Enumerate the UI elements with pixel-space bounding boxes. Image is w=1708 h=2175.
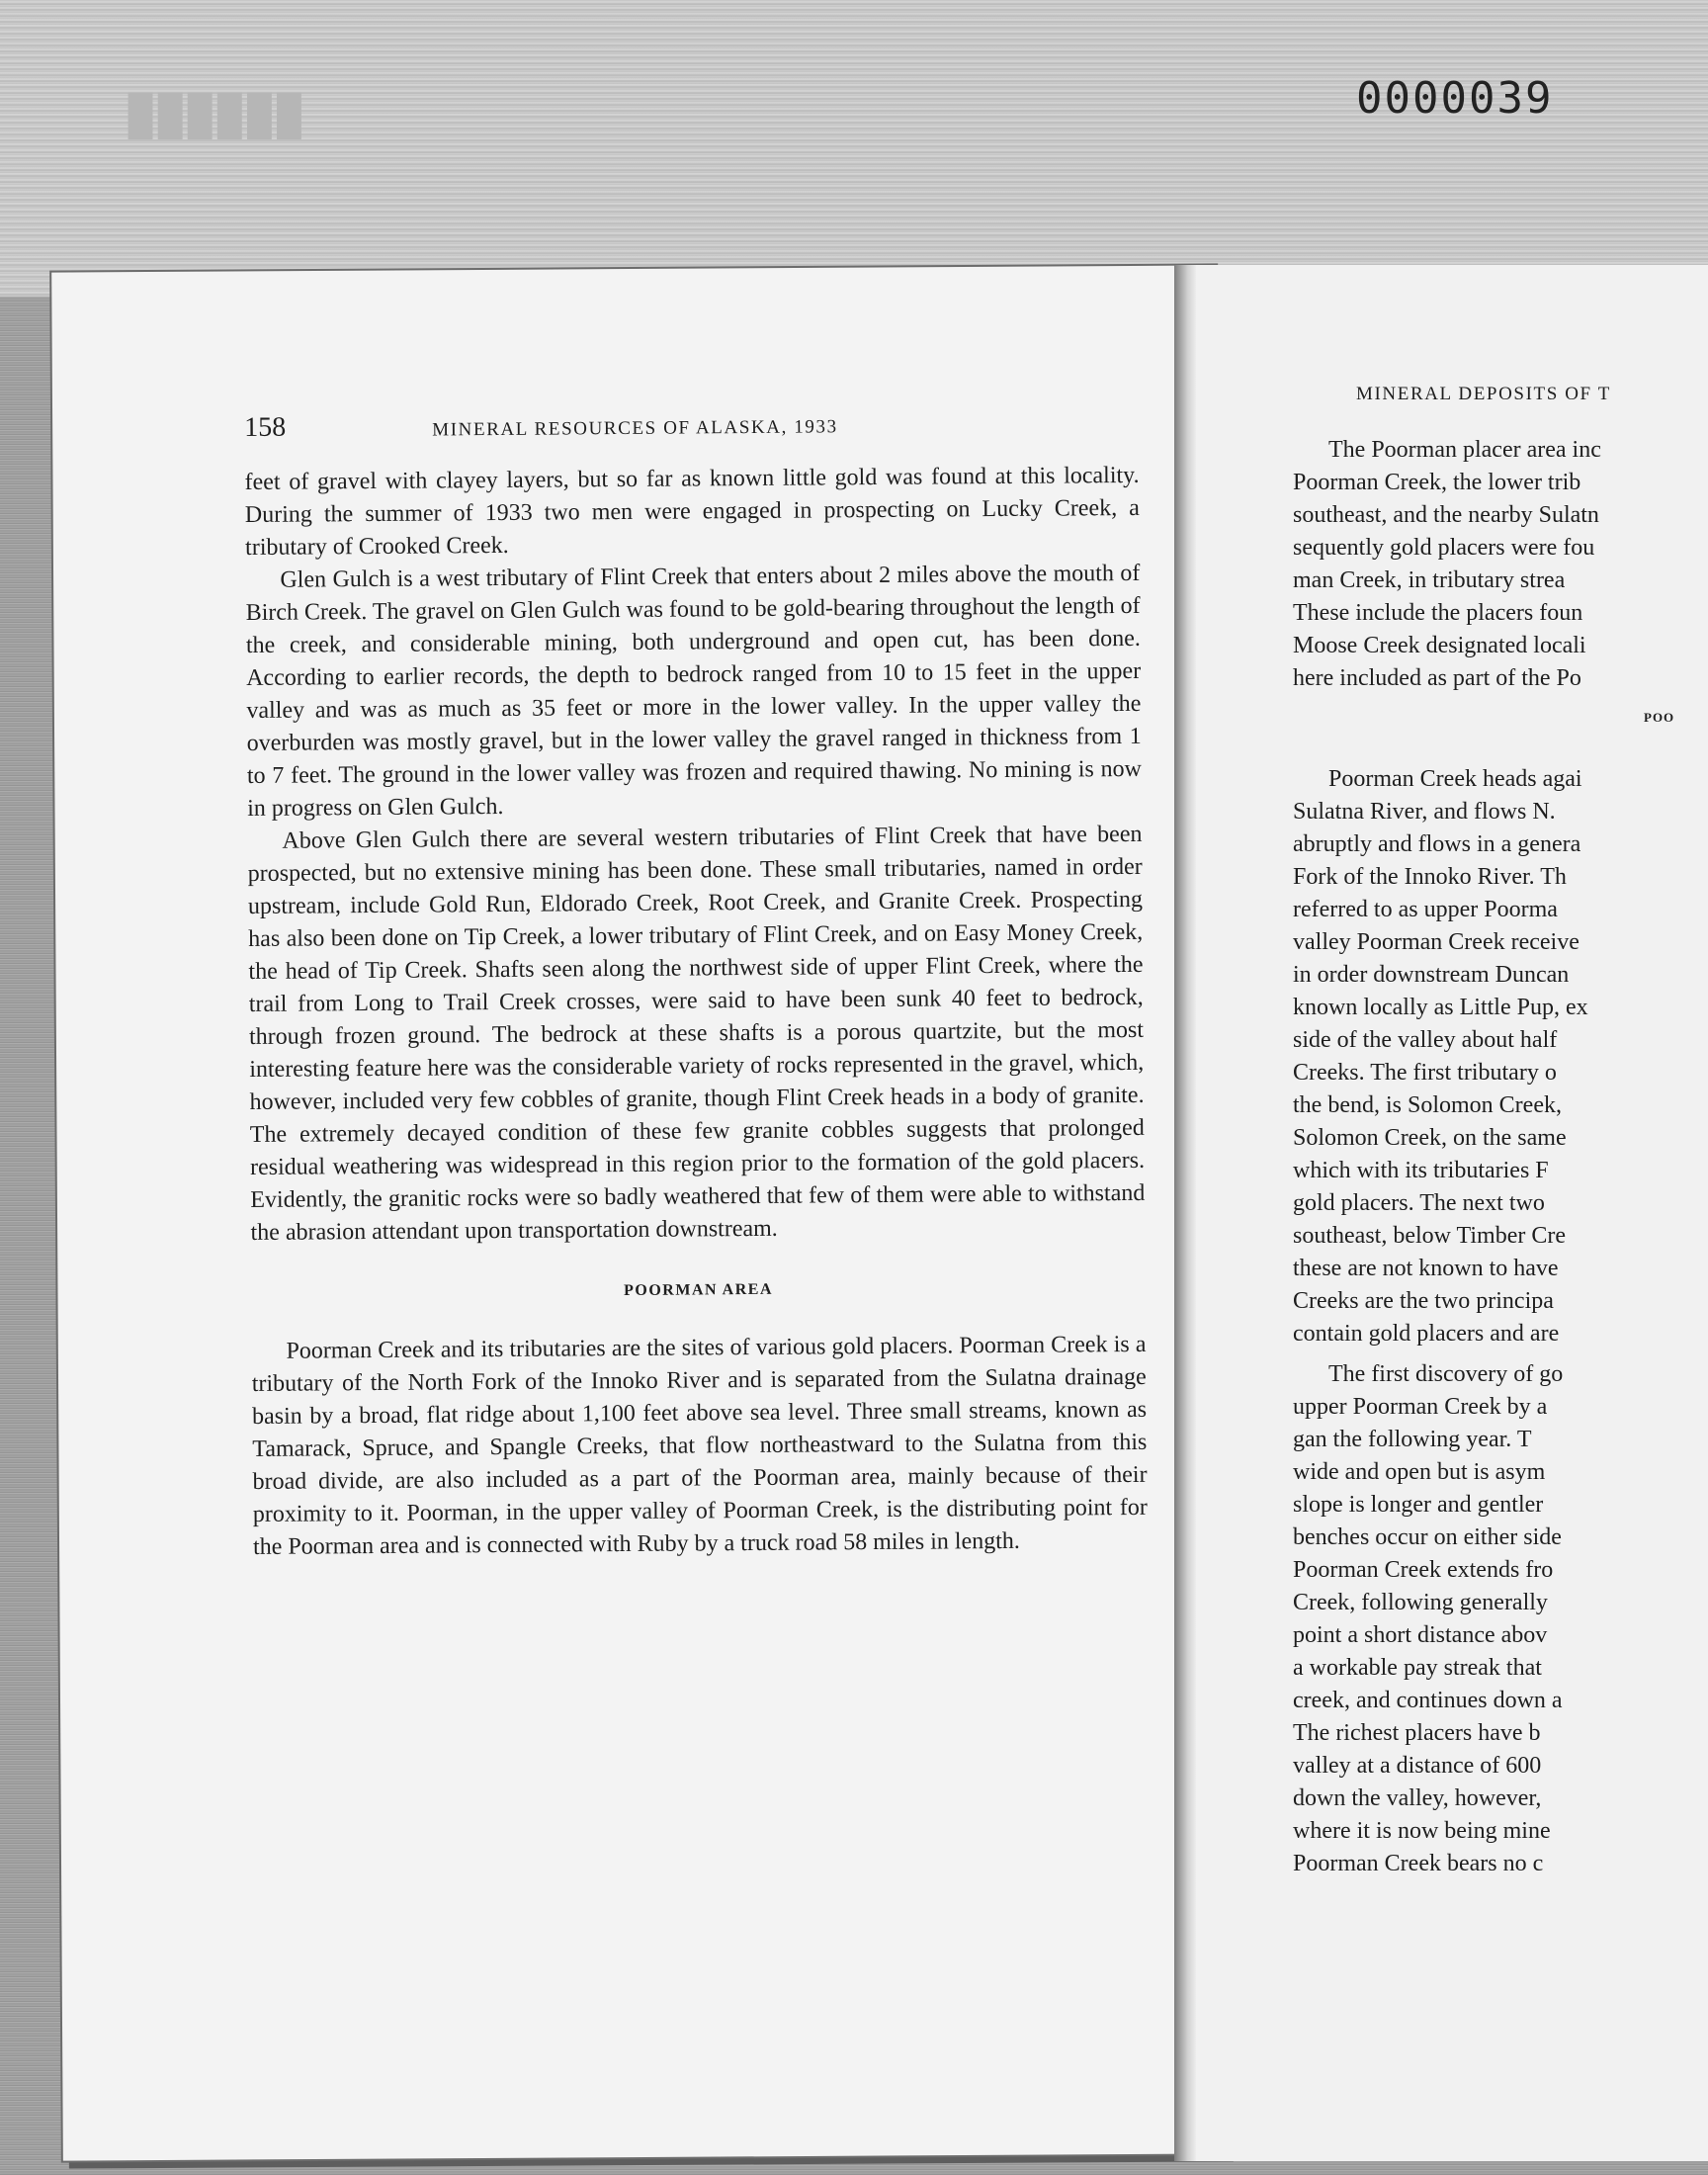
right-text-line: sequently gold placers were fou — [1293, 535, 1595, 561]
right-text-line: man Creek, in tributary strea — [1293, 567, 1566, 593]
right-text-line: gold placers. The next two — [1293, 1190, 1545, 1216]
right-text-line: The Poorman placer area inc — [1328, 437, 1601, 463]
right-block-1 — [1293, 434, 1708, 695]
right-text-line: Poorman Creek bears no c — [1293, 1851, 1544, 1876]
section-heading: POORMAN AREA — [624, 1280, 774, 1300]
right-text-line: a workable pay streak that — [1293, 1655, 1542, 1681]
document-number: 0000039 — [1356, 73, 1554, 124]
right-text-line: which with its tributaries F — [1293, 1158, 1549, 1183]
right-subheading: POO — [1644, 710, 1675, 725]
paragraph: feet of gravel with clayey layers, but so far as known little gold was found at this locality. During the summer of 1933 two men were engaged in prospecting on Lucky Creek, a tributary of Crooked Creek. — [244, 462, 1140, 561]
paragraph: Poorman Creek and its tributaries are the sites of various gold placers. Poorman Creek is a tributary of the North Fork of the Innoko River and is separated from the Sulatna drainage basin by a broad, flat ridge about 1,100 feet above sea level. Three small streams, known as Tamarack, Spruce, and Spangle Creeks, that flow northeastward to the Sulatna from this broad divide, are also included as a part of the Poorman area, mainly because of their proximity to it. Poorman, in the upper valley of Poorman Creek, is the distributing point for the Poorman area and is connected with Ruby by a truck road 58 miles in length. — [251, 1331, 1148, 1560]
right-text-line: Creeks are the two principa — [1293, 1288, 1554, 1314]
right-block-3 — [1293, 1358, 1708, 1880]
right-text-line: these are not known to have — [1293, 1256, 1559, 1281]
left-running-head — [244, 398, 1139, 449]
right-text-line: wide and open but is asym — [1293, 1459, 1546, 1485]
right-text-line: here included as part of the Po — [1293, 665, 1581, 691]
right-text-line: the bend, is Solomon Creek, — [1293, 1092, 1562, 1118]
right-text-line: where it is now being mine — [1293, 1818, 1551, 1844]
right-running-head: MINERAL DEPOSITS OF T — [1356, 384, 1611, 404]
right-text-line: contain gold placers and are — [1293, 1321, 1560, 1347]
right-page-text — [1293, 378, 1708, 1880]
right-text-line: point a short distance abov — [1293, 1622, 1548, 1648]
right-text-line: valley Poorman Creek receive — [1293, 929, 1580, 955]
right-text-line: benches occur on either side — [1293, 1524, 1562, 1550]
right-text-line: Creeks. The first tributary o — [1293, 1060, 1557, 1086]
right-text-line: The first discovery of go — [1328, 1361, 1564, 1387]
right-text-line: Creek, following generally — [1293, 1590, 1548, 1615]
right-text-line: upper Poorman Creek by a — [1293, 1394, 1548, 1420]
right-text-line: Poorman Creek, the lower trib — [1293, 470, 1581, 495]
right-text-line: southeast, and the nearby Sulatn — [1293, 502, 1599, 528]
right-text-line: abruptly and flows in a genera — [1293, 831, 1581, 857]
right-text-line: Poorman Creek heads agai — [1328, 766, 1582, 792]
right-text-line: southeast, below Timber Cre — [1293, 1223, 1566, 1249]
paragraph: Glen Gulch is a west tributary of Flint Creek that enters about 2 miles above the mouth of Birch Creek. The gravel on Glen Gulch was found to be gold-bearing throughout the length of the creek, and considerable mining, both underground and open cut, has been done. According to earlier records, the depth to bedrock ranged from 10 to 15 feet in the upper valley and was as much as 35 feet or more in the lower valley. In the upper valley the overburden was mostly gravel, but in the lower valley the gravel ranged in thickness from 1 to 7 feet. The ground in the lower valley was frozen and required thawing. No mining is now in progress on Glen Gulch. — [245, 560, 1143, 822]
right-text-line: Fork of the Innoko River. Th — [1293, 864, 1567, 890]
book-gutter — [1174, 265, 1196, 2161]
right-text-line: Solomon Creek, on the same — [1293, 1125, 1567, 1151]
left-page-text — [244, 398, 1148, 1564]
right-text-line: These include the placers foun — [1293, 600, 1583, 626]
right-text-line: gan the following year. T — [1293, 1427, 1532, 1452]
running-head-title: MINERAL RESOURCES OF ALASKA, 1933 — [432, 416, 838, 441]
right-text-line: slope is longer and gentler — [1293, 1492, 1544, 1518]
right-text-line: down the valley, however, — [1293, 1785, 1542, 1811]
right-text-line: in order downstream Duncan — [1293, 962, 1570, 988]
paragraph: Above Glen Gulch there are several western tributaries of Flint Creek that have been prospected, but no extensive mining has been done. These small tributaries, named in order upstream, include Gold Run, Eldorado Creek, Root Creek, and Granite Creek. Prospecting has also been done on Tip Creek, a lower tributary of Flint Creek, and on Easy Money Creek, the head of Tip Creek. Shafts seen along the northwest side of upper Flint Creek, where the trail from Long to Trail Creek crosses, were said to have been sunk 40 feet to bedrock, through frozen ground. The bedrock at these shafts is a porous quartzite, but the most interesting feature here was the considerable variety of rocks represented in the gravel, which, however, included very few cobbles of granite, though Flint Creek heads in a body of granite. The extremely decayed condition of these few granite cobbles suggests that prolonged residual weathering was widespread in this region prior to the formation of the gold placers. Evidently, the granitic rocks were so badly weathered that few of them were able to withstand the abrasion attendant upon transportation downstream. — [247, 821, 1146, 1246]
right-text-line: Moose Creek designated locali — [1293, 633, 1586, 658]
right-text-line: Sulatna River, and flows N. — [1293, 799, 1556, 825]
right-text-line: known locally as Little Pup, ex — [1293, 995, 1588, 1020]
right-block-2 — [1293, 763, 1708, 1350]
right-text-line: Poorman Creek extends fro — [1293, 1557, 1554, 1583]
right-text-line: creek, and continues down a — [1293, 1688, 1563, 1713]
ghost-doc-number: ██████ — [128, 94, 307, 139]
right-text-line: valley at a distance of 600 — [1293, 1753, 1542, 1779]
right-text-line: referred to as upper Poorma — [1293, 897, 1558, 922]
scan-top-band — [0, 0, 1708, 297]
right-text-line: side of the valley about half — [1293, 1027, 1558, 1053]
right-text-line: The richest placers have b — [1293, 1720, 1541, 1746]
page-number: 158 — [244, 411, 287, 443]
